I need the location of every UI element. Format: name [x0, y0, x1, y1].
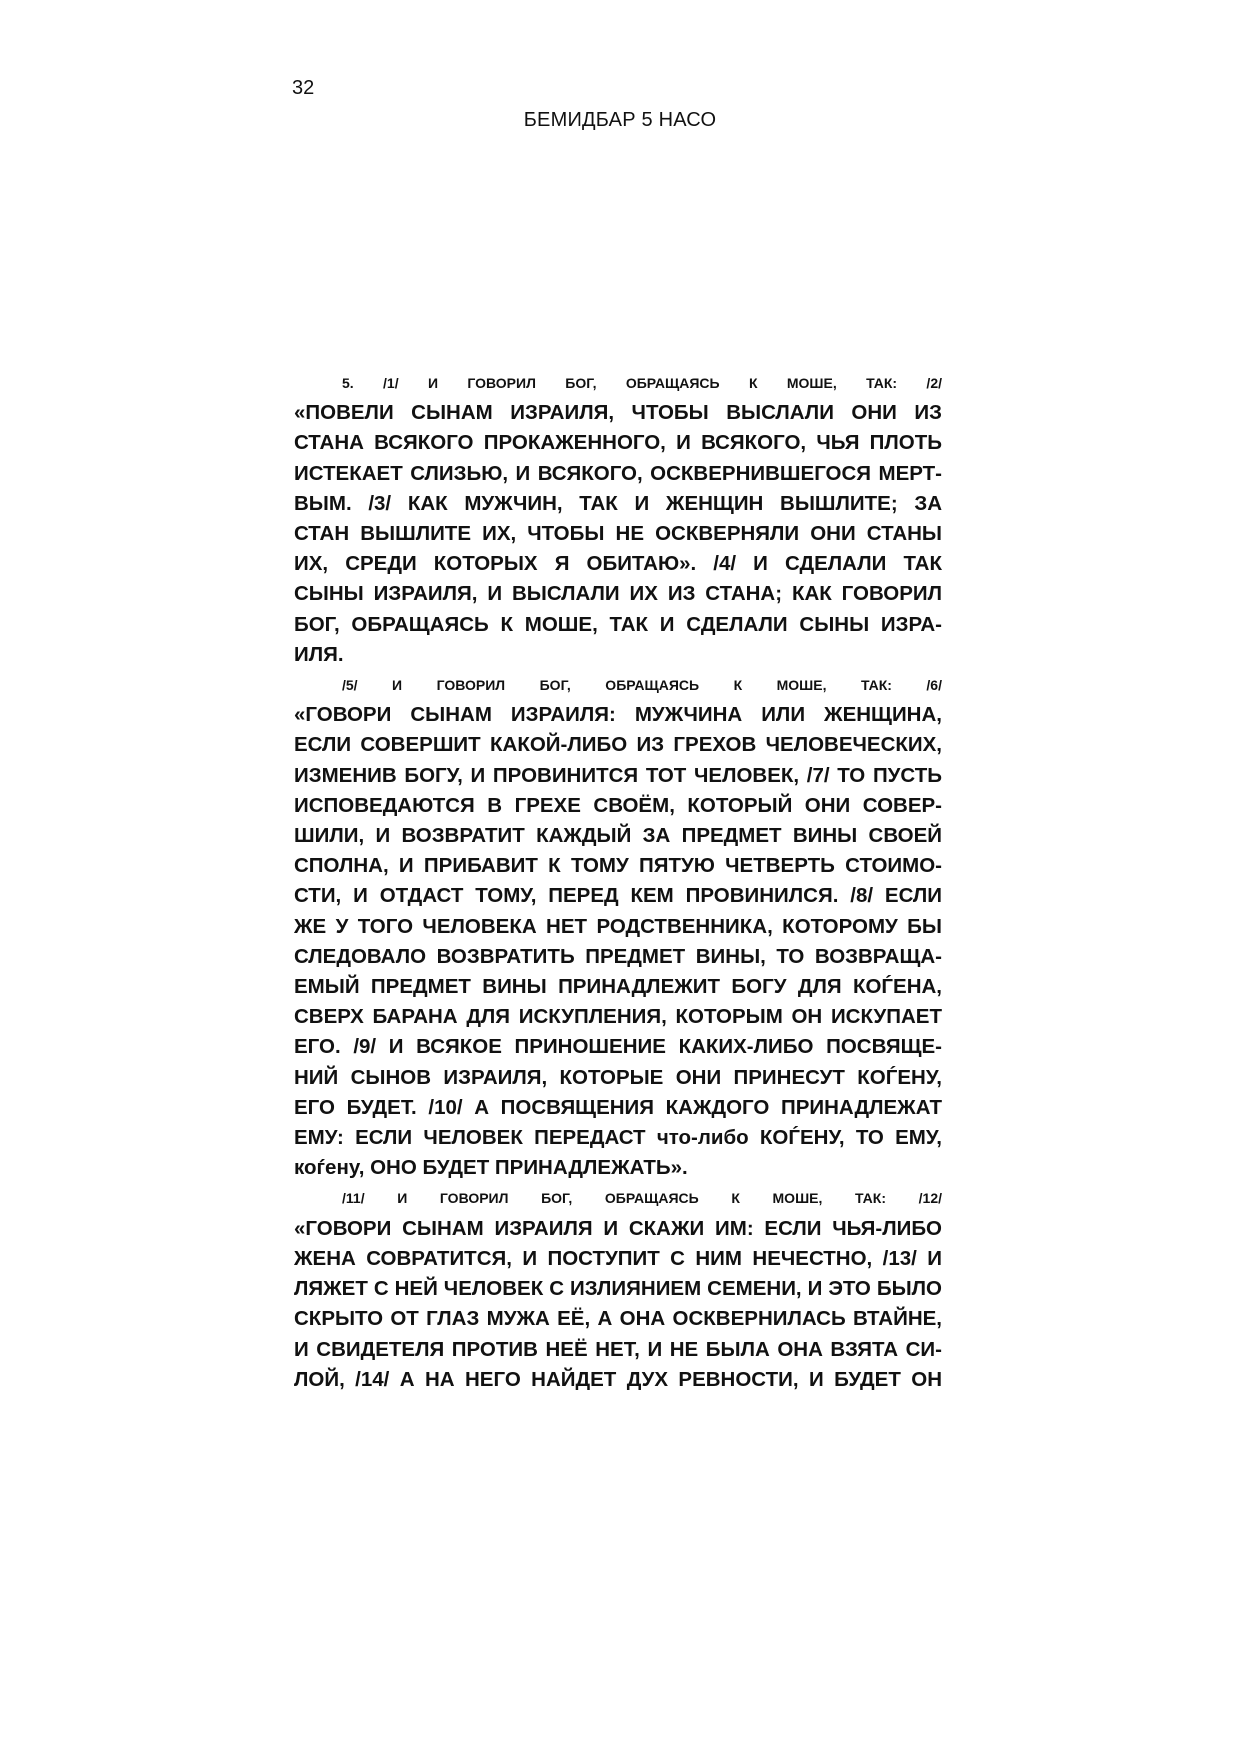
text-line: СТИ, И ОТДАСТ ТОМУ, ПЕРЕД КЕМ ПРОВИНИЛСЯ. /8/ ЕСЛИ — [294, 884, 942, 908]
text-line: «ГОВОРИ СЫНАМ ИЗРАИЛЯ И СКАЖИ ИМ: ЕСЛИ ЧЬЯ-ЛИБО — [294, 1216, 942, 1240]
text-line: ИЗМЕНИВ БОГУ, И ПРОВИНИТСЯ ТОТ ЧЕЛОВЕК, /7/ ТО ПУСТЬ — [294, 763, 942, 787]
text-line: СЫНЫ ИЗРАИЛЯ, И ВЫСЛАЛИ ИХ ИЗ СТАНА; КАК ГОВОРИЛ — [294, 582, 942, 606]
text-line: НИЙ СЫНОВ ИЗРАИЛЯ, КОТОРЫЕ ОНИ ПРИНЕСУТ КОЃЕНУ, — [294, 1065, 942, 1089]
text-line: ЕГО. /9/ И ВСЯКОЕ ПРИНОШЕНИЕ КАКИХ-ЛИБО ПОСВЯЩЕ- — [294, 1035, 942, 1059]
text-line: СКРЫТО ОТ ГЛАЗ МУЖА ЕЁ, А ОНА ОСКВЕРНИЛАСЬ ВТАЙНЕ, — [294, 1307, 942, 1331]
text-line: /5/ И ГОВОРИЛ БОГ, ОБРАЩАЯСЬ К МОШЕ, ТАК: /6/ — [342, 677, 942, 694]
text-line: ЕГО БУДЕТ. /10/ А ПОСВЯЩЕНИЯ КАЖДОГО ПРИНАДЛЕЖАТ — [294, 1095, 942, 1119]
text-line: ЖЕ У ТОГО ЧЕЛОВЕКА НЕТ РОДСТВЕННИКА, КОТОРОМУ БЫ — [294, 914, 942, 938]
text-line: ЛЯЖЕТ С НЕЙ ЧЕЛОВЕК С ИЗЛИЯНИЕМ СЕМЕНИ, И ЭТО БЫЛО — [294, 1277, 942, 1301]
text-line: /11/ И ГОВОРИЛ БОГ, ОБРАЩАЯСЬ К МОШЕ, ТАК: /12/ — [342, 1190, 942, 1207]
text-line: ЖЕНА СОВРАТИТСЯ, И ПОСТУПИТ С НИМ НЕЧЕСТНО, /13/ И — [294, 1246, 942, 1270]
text-line: ЛОЙ, /14/ А НА НЕГО НАЙДЕТ ДУХ РЕВНОСТИ, И БУДЕТ ОН — [294, 1367, 942, 1391]
text-line: ВЫМ. /3/ КАК МУЖЧИН, ТАК И ЖЕНЩИН ВЫШЛИТЕ; ЗА — [294, 491, 942, 515]
text-line: ИЛЯ. — [294, 642, 344, 666]
text-line: СПОЛНА, И ПРИБАВИТ К ТОМУ ПЯТУЮ ЧЕТВЕРТЬ СТОИМО- — [294, 854, 942, 878]
text-line: СЛЕДОВАЛО ВОЗВРАТИТЬ ПРЕДМЕТ ВИНЫ, ТО ВОЗВРАЩА- — [294, 944, 942, 968]
body-text — [294, 368, 942, 1395]
text-line: ЕМУ: ЕСЛИ ЧЕЛОВЕК ПЕРЕДАСТ что-либо КОЃЕНУ, ТО ЕМУ, — [294, 1126, 942, 1150]
text-line: ШИЛИ, И ВОЗВРАТИТ КАЖДЫЙ ЗА ПРЕДМЕТ ВИНЫ СВОЕЙ — [294, 824, 942, 848]
text-line: СТАН ВЫШЛИТЕ ИХ, ЧТОБЫ НЕ ОСКВЕРНЯЛИ ОНИ СТАНЫ — [294, 522, 942, 546]
text-line: ЕМЫЙ ПРЕДМЕТ ВИНЫ ПРИНАДЛЕЖИТ БОГУ ДЛЯ КОЃЕНА, — [294, 975, 942, 999]
paragraph — [294, 670, 942, 1183]
text-line: И СВИДЕТЕЛЯ ПРОТИВ НЕЁ НЕТ, И НЕ БЫЛА ОНА ВЗЯТА СИ- — [294, 1337, 942, 1361]
page-number: 32 — [292, 77, 315, 99]
text-line: ИСПОВЕДАЮТСЯ В ГРЕХЕ СВОЁМ, КОТОРЫЙ ОНИ СОВЕР- — [294, 793, 942, 817]
text-line: ИСТЕКАЕТ СЛИЗЬЮ, И ВСЯКОГО, ОСКВЕРНИВШЕГОСЯ МЕРТ- — [294, 461, 942, 485]
text-line: «ГОВОРИ СЫНАМ ИЗРАИЛЯ: МУЖЧИНА ИЛИ ЖЕНЩИНА, — [294, 703, 942, 727]
text-line: ЕСЛИ СОВЕРШИТ КАКОЙ-ЛИБО ИЗ ГРЕХОВ ЧЕЛОВЕЧЕСКИХ, — [294, 733, 942, 757]
text-line: «ПОВЕЛИ СЫНАМ ИЗРАИЛЯ, ЧТОБЫ ВЫСЛАЛИ ОНИ ИЗ — [294, 401, 942, 425]
running-head: БЕМИДБАР 5 НАСО — [523, 109, 717, 131]
paragraph — [294, 1183, 942, 1394]
text-line: коѓену, ОНО БУДЕТ ПРИНАДЛЕЖАТЬ». — [294, 1156, 688, 1180]
text-line: ИХ, СРЕДИ КОТОРЫХ Я ОБИТАЮ». /4/ И СДЕЛАЛИ ТАК — [294, 552, 942, 576]
text-line: СВЕРХ БАРАНА ДЛЯ ИСКУПЛЕНИЯ, КОТОРЫМ ОН ИСКУПАЕТ — [294, 1005, 942, 1029]
paragraph — [294, 368, 942, 670]
text-line: 5. /1/ И ГОВОРИЛ БОГ, ОБРАЩАЯСЬ К МОШЕ, ТАК: /2/ — [342, 375, 942, 391]
text-line: БОГ, ОБРАЩАЯСЬ К МОШЕ, ТАК И СДЕЛАЛИ СЫНЫ ИЗРА- — [294, 612, 942, 636]
text-line: СТАНА ВСЯКОГО ПРОКАЖЕННОГО, И ВСЯКОГО, ЧЬЯ ПЛОТЬ — [294, 431, 942, 455]
